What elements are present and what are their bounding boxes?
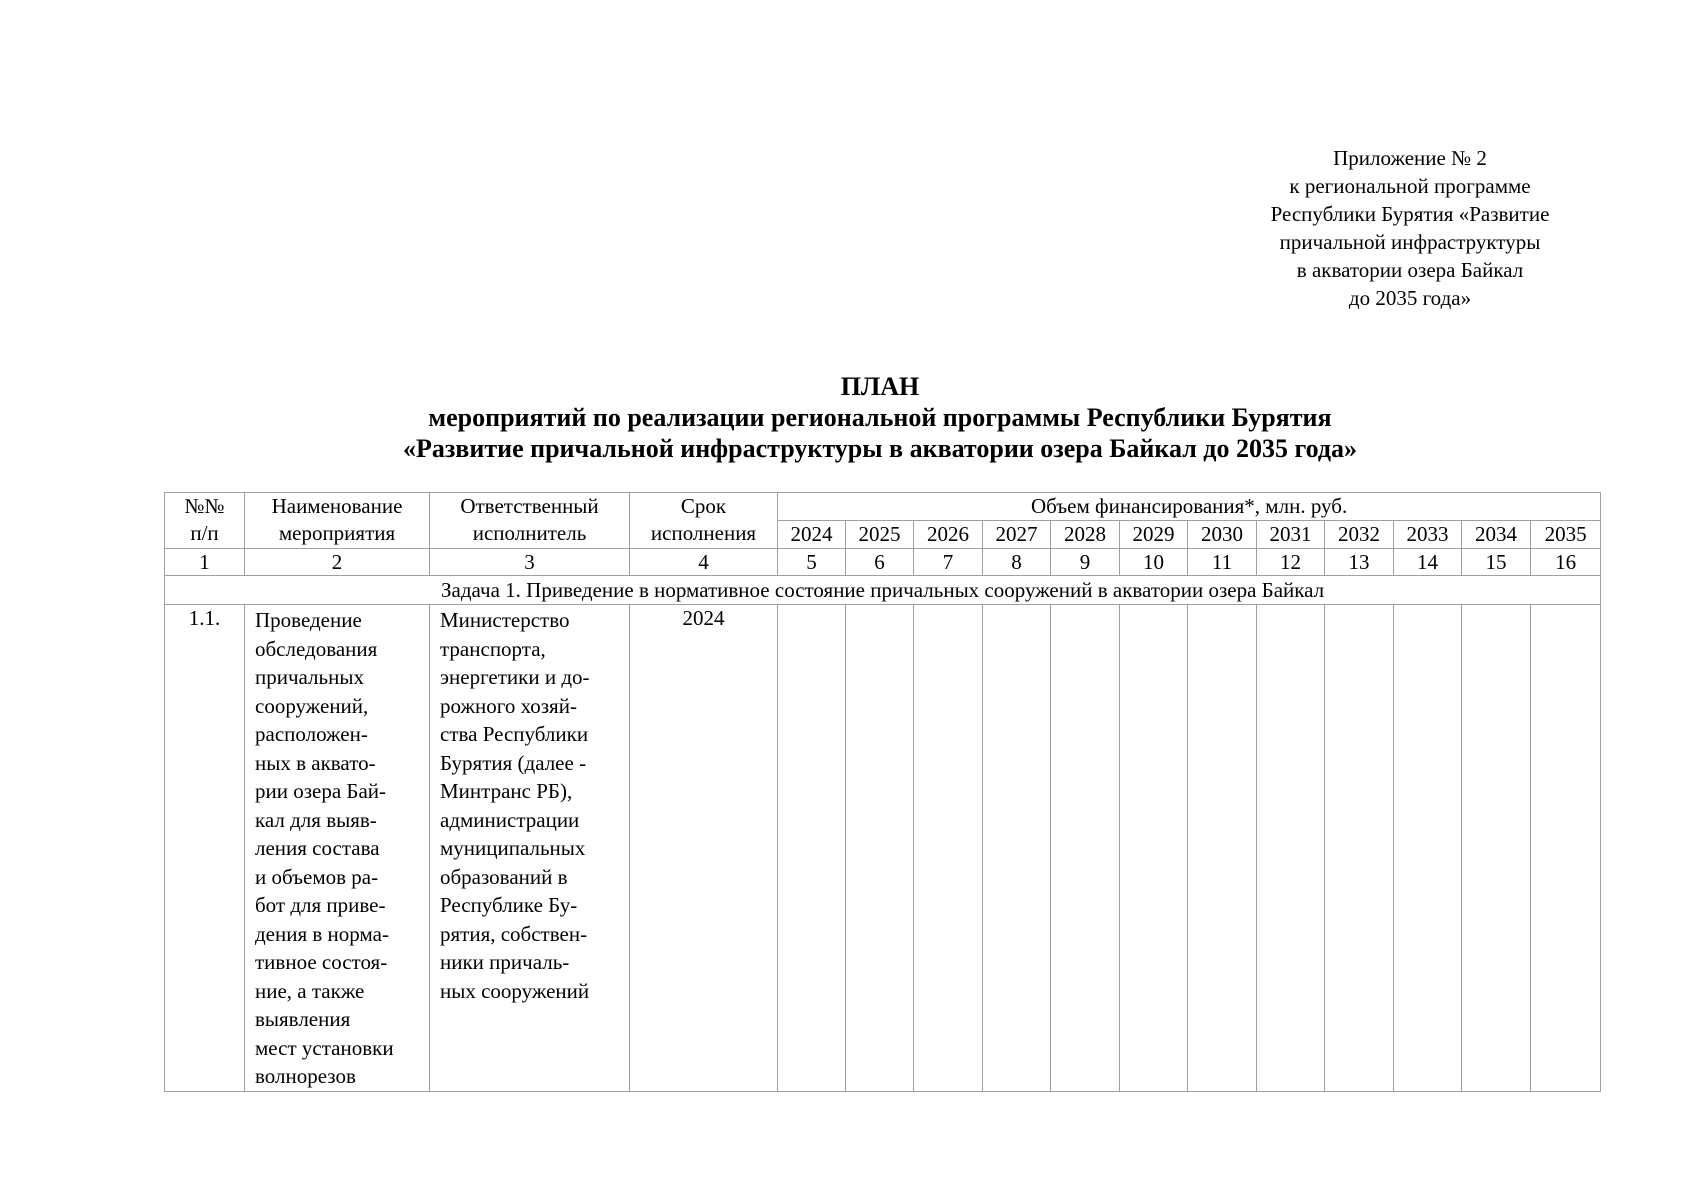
header-financing: Объем финансирования*, млн. руб. (778, 493, 1601, 521)
row-num: 1.1. (165, 605, 245, 1092)
header-year: 2035 (1531, 521, 1601, 549)
column-number: 11 (1188, 549, 1257, 576)
appendix-line: причальной инфраструктуры (1279, 230, 1541, 254)
header-name: Наименование мероприятия (245, 493, 430, 549)
appendix-line: в акватории озера Байкал (1296, 258, 1524, 282)
column-number: 16 (1531, 549, 1601, 576)
column-number: 12 (1257, 549, 1325, 576)
column-number: 7 (914, 549, 983, 576)
column-number: 6 (846, 549, 914, 576)
appendix-note (1215, 144, 1605, 312)
row-value-cell (1120, 605, 1188, 1092)
row-value-cell (1188, 605, 1257, 1092)
table-row (165, 605, 1601, 1092)
header-year: 2031 (1257, 521, 1325, 549)
row-value-cell (1394, 605, 1462, 1092)
column-number: 2 (245, 549, 430, 576)
appendix-line: Приложение № 2 (1333, 146, 1487, 170)
plan-table (164, 492, 1601, 1092)
header-year: 2026 (914, 521, 983, 549)
row-value-cell (1257, 605, 1325, 1092)
row-value-cell (846, 605, 914, 1092)
column-number: 10 (1120, 549, 1188, 576)
appendix-line: до 2035 года» (1348, 286, 1472, 310)
document-title (160, 371, 1600, 464)
row-value-cell (1325, 605, 1394, 1092)
header-year: 2029 (1120, 521, 1188, 549)
row-value-cell (914, 605, 983, 1092)
header-executor: Ответственный исполнитель (430, 493, 630, 549)
row-value-cell (1462, 605, 1531, 1092)
table-header-row (165, 493, 1601, 521)
column-number: 4 (630, 549, 778, 576)
column-number: 8 (983, 549, 1051, 576)
task-row (165, 576, 1601, 605)
header-term: Срок исполнения (630, 493, 778, 549)
header-year: 2033 (1394, 521, 1462, 549)
title-line-plan: ПЛАН (840, 372, 920, 401)
row-value-cell (778, 605, 846, 1092)
row-executor: Министерство транспорта, энергетики и до- рожного хозяй- ства Республики Бурятия (далее - Минтранс РБ), администрации муниципальных образований в Республике Бу- рятия, собствен- ники причаль- ных сооружений (430, 605, 630, 1092)
column-number: 3 (430, 549, 630, 576)
column-number: 15 (1462, 549, 1531, 576)
column-number: 5 (778, 549, 846, 576)
title-line-subject: мероприятий по реализации региональной программы Республики Бурятия (428, 403, 1332, 432)
header-num: №№ п/п (165, 493, 245, 549)
column-number: 1 (165, 549, 245, 576)
column-numbers-row (165, 549, 1601, 576)
column-number: 13 (1325, 549, 1394, 576)
appendix-line: Республики Бурятия «Развитие (1270, 202, 1550, 226)
row-value-cell (1051, 605, 1120, 1092)
column-number: 9 (1051, 549, 1120, 576)
header-year: 2025 (846, 521, 914, 549)
appendix-line: к региональной программе (1289, 174, 1531, 198)
row-activity-name: Проведение обследования причальных сооружений, расположен- ных в аквато- рии озера Бай- кал для выяв- ления состава и объемов ра- бот для приве- дения в норма- тивное состоя- ние, а также выявления мест установки волнорезов (245, 605, 430, 1092)
task-title: Задача 1. Приведение в нормативное состояние причальных сооружений в акватории озера Байкал (165, 576, 1601, 605)
column-number: 14 (1394, 549, 1462, 576)
row-value-cell (983, 605, 1051, 1092)
row-value-cell (1531, 605, 1601, 1092)
header-year: 2032 (1325, 521, 1394, 549)
header-year: 2030 (1188, 521, 1257, 549)
title-line-program: «Развитие причальной инфраструктуры в акватории озера Байкал до 2035 года» (402, 434, 1358, 463)
row-term: 2024 (630, 605, 778, 1092)
header-year: 2034 (1462, 521, 1531, 549)
header-year: 2027 (983, 521, 1051, 549)
header-year: 2024 (778, 521, 846, 549)
header-year: 2028 (1051, 521, 1120, 549)
